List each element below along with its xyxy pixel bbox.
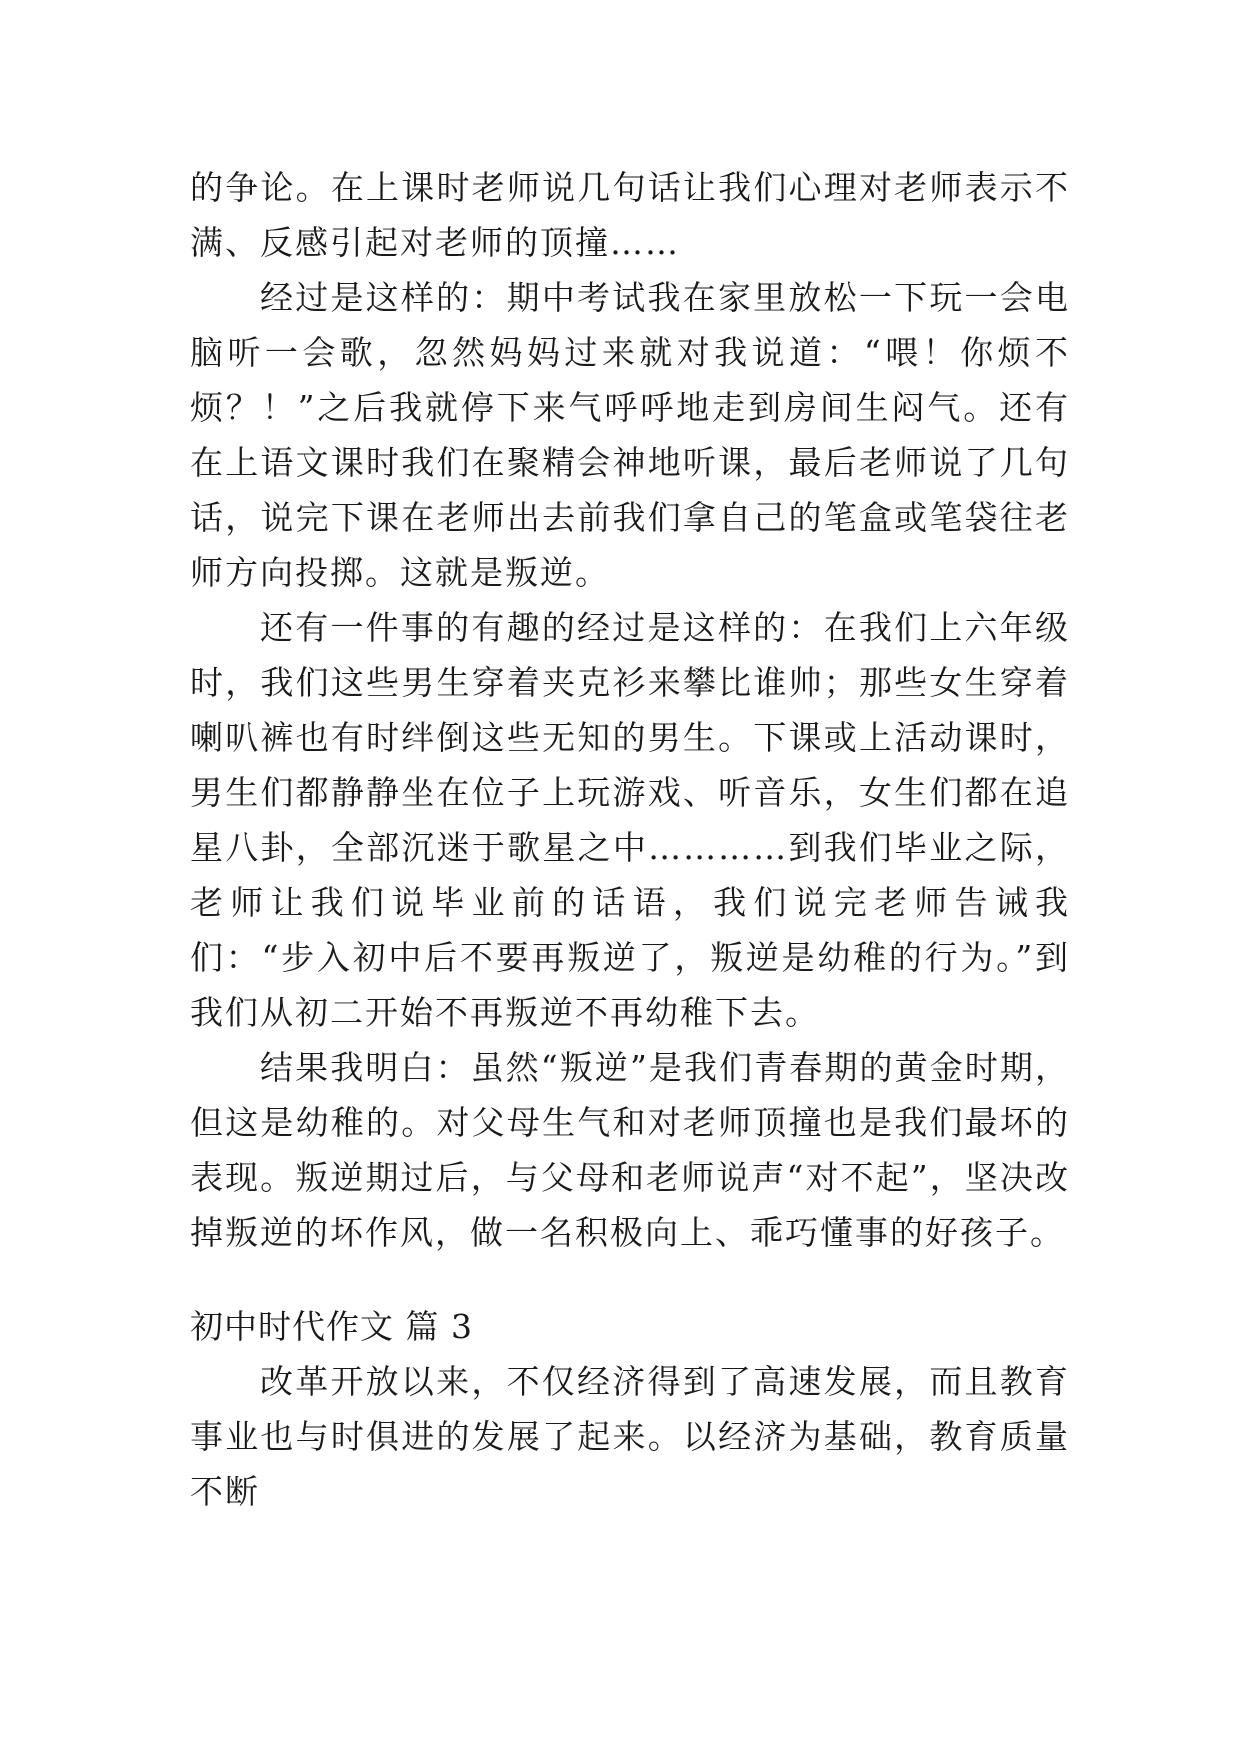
essay-paragraph: 经过是这样的：期中考试我在家里放松一下玩一会电脑听一会歌，忽然妈妈过来就对我说道：“喂！你烦不烦？！”之后我就停下来气呼呼地走到房间生闷气。还有在上语文课时我们在聚精会神地听课，最后老师说了几句话，说完下课在老师出去前我们拿自己的笔盒或笔袋往老师方向投掷。这就是叛逆。: [190, 278, 1070, 592]
essay-paragraph: 还有一件事的有趣的经过是这样的：在我们上六年级时，我们这些男生穿着夹克衫来攀比谁帅；那些女生穿着喇叭裤也有时绊倒这些无知的男生。下课或上活动课时，男生们都静静坐在位子上玩游戏、听音乐，女生们都在追星八卦，全部沉迷于歌星之中…………到我们毕业之际，老师让我们说毕业前的话语，我们说完老师告诫我们：“步入初中后不要再叛逆了，叛逆是幼稚的行为。”到我们从初二开始不再叛逆不再幼稚下去。: [190, 608, 1070, 1032]
section-heading: 初中时代作文 篇 3: [190, 1307, 473, 1346]
continuation-paragraph: 的争论。在上课时老师说几句话让我们心理对老师表示不满、反感引起对老师的顶撞……: [190, 168, 1070, 262]
essay-paragraph: 结果我明白：虽然“叛逆”是我们青春期的黄金时期，但这是幼稚的。对父母生气和对老师顶撞也是我们最坏的表现。叛逆期过后，与父母和老师说声“对不起”，坚决改掉叛逆的坏作风，做一名积极向上、乖巧懂事的好孩子。: [190, 1048, 1070, 1252]
essay-paragraph: 改革开放以来，不仅经济得到了高速发展，而且教育事业也与时俱进的发展了起来。以经济为基础，教育质量不断: [190, 1362, 1070, 1511]
essay-body: [190, 160, 1070, 1519]
